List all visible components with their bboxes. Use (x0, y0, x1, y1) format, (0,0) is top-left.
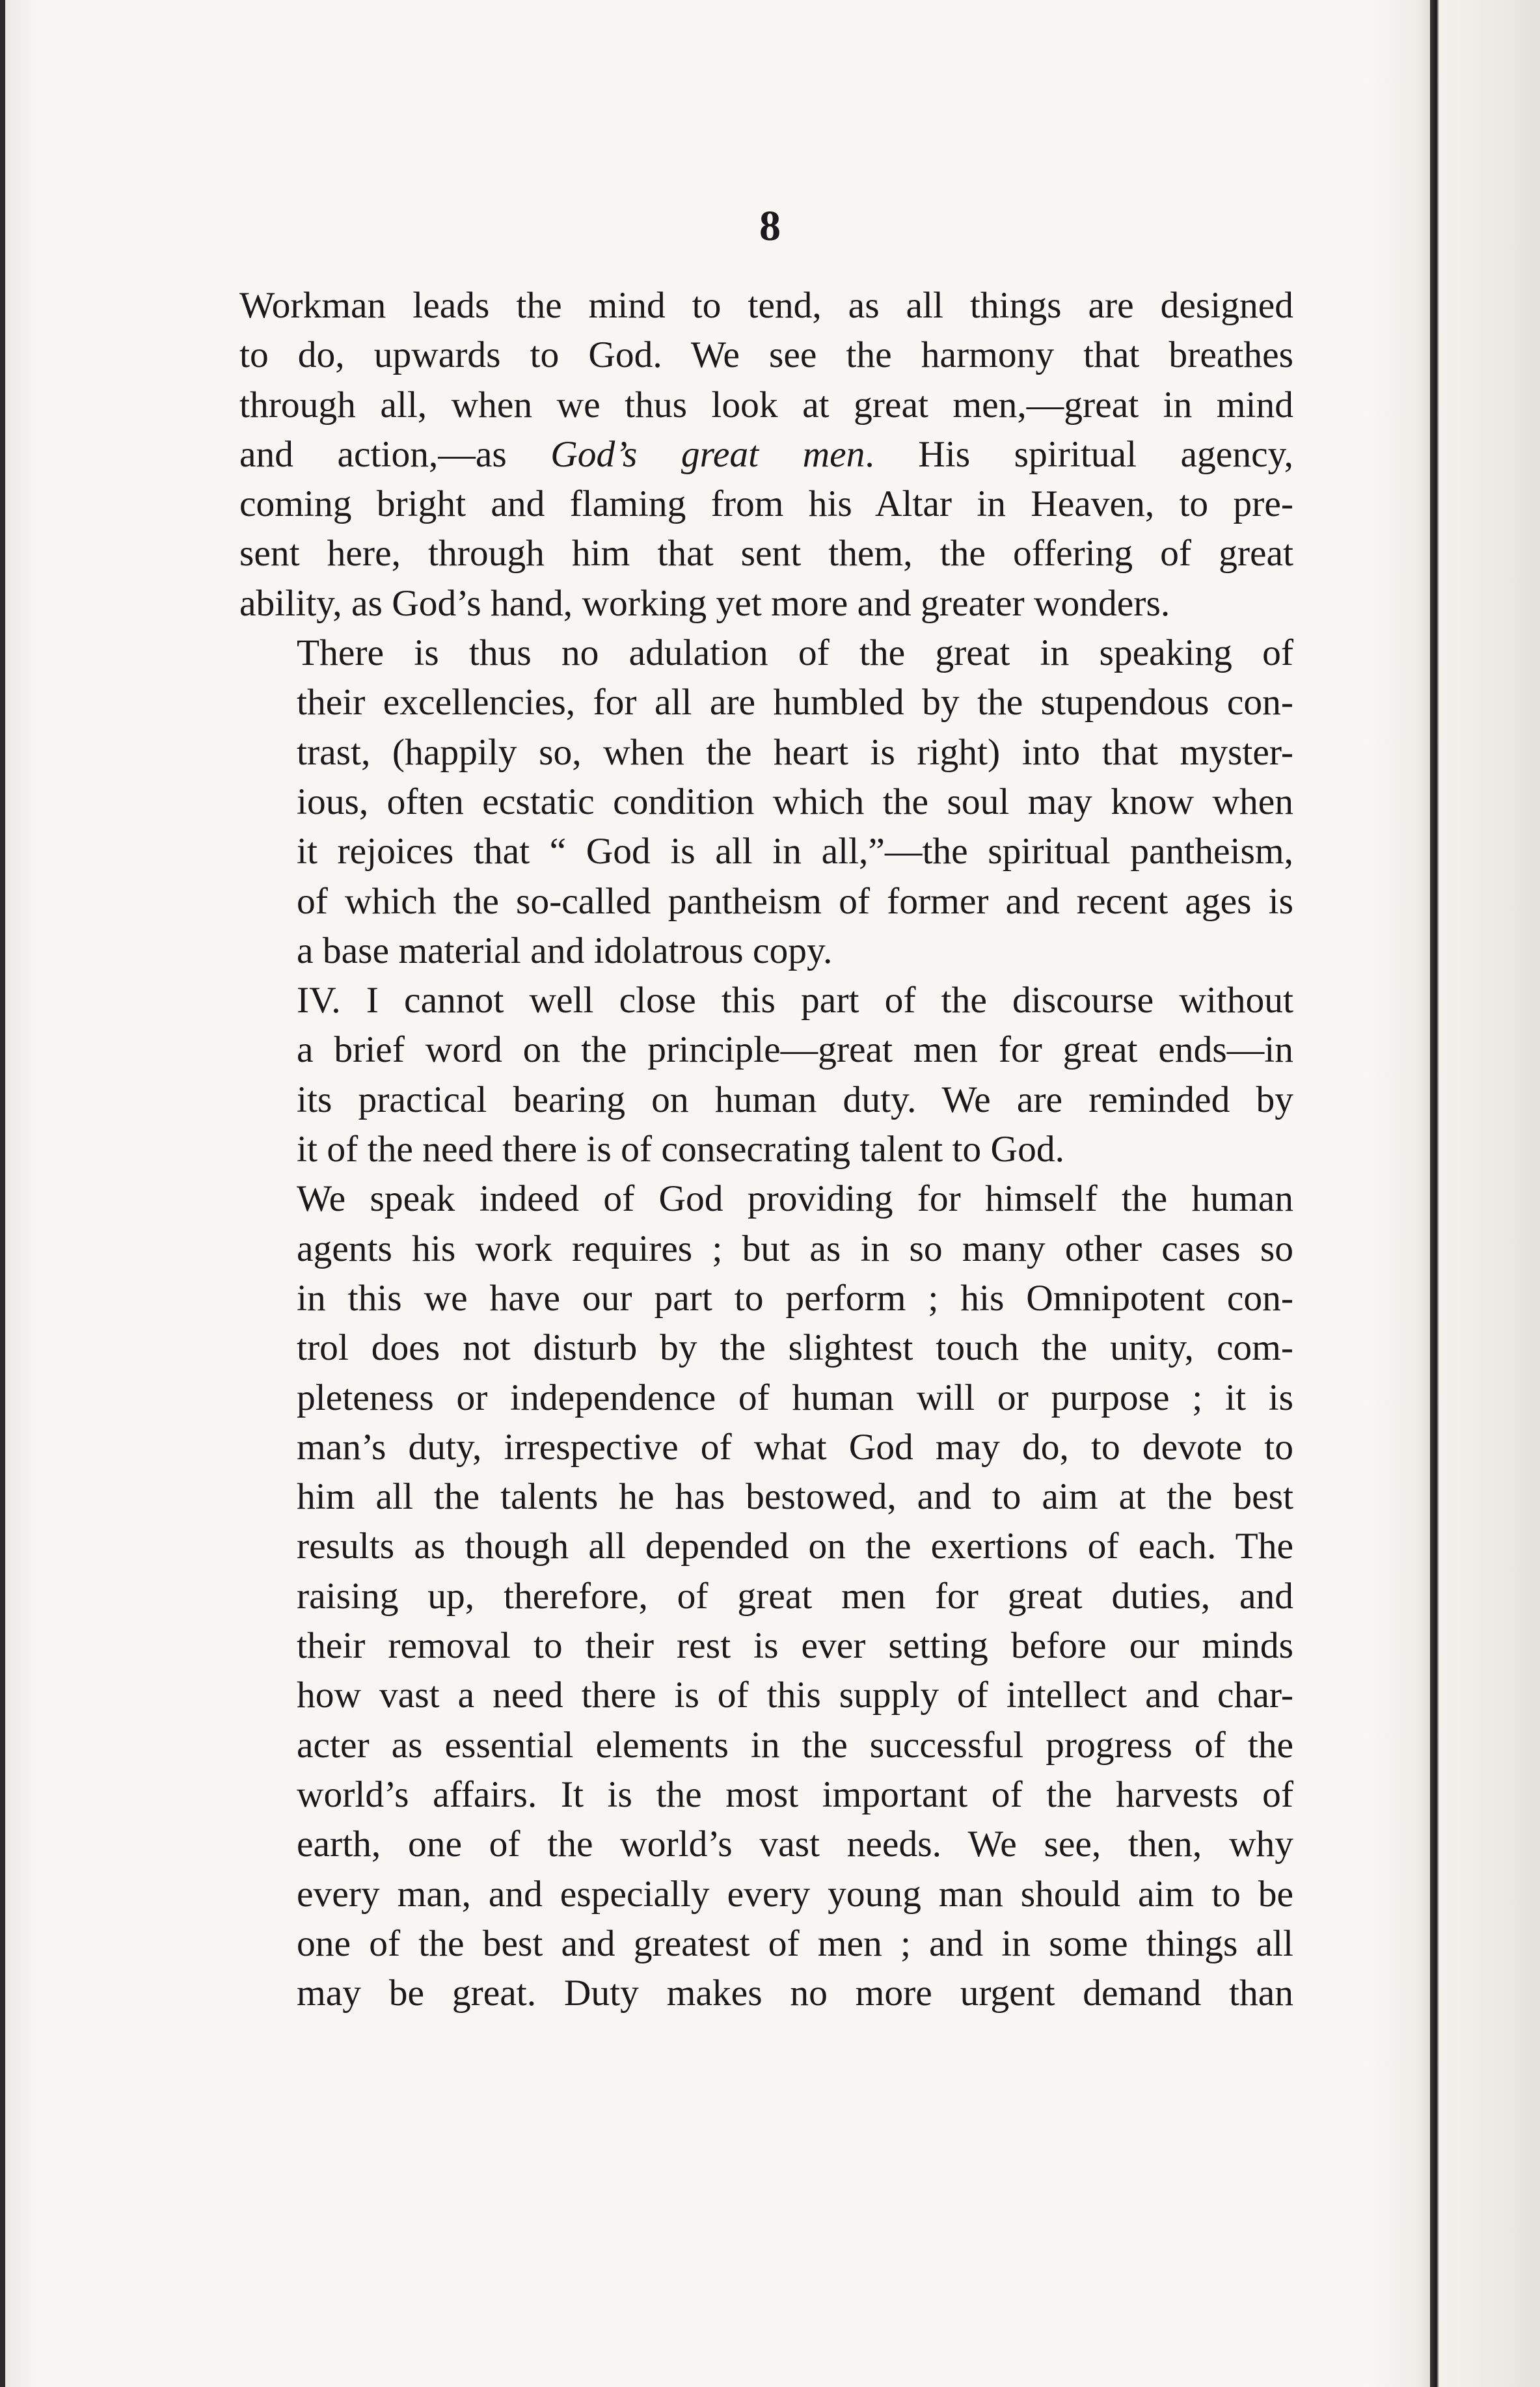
paragraph-2 (239, 628, 1293, 976)
body-text (239, 281, 1293, 2018)
text-line: of which the so-called pantheism of former and recent ages is (297, 880, 1293, 922)
text-line: earth, one of the world’s vast needs. We see, then, why (297, 1824, 1293, 1865)
text-line: We speak indeed of God providing for himself the human (297, 1178, 1293, 1220)
text-line: how vast a need there is of this supply of intellect and char- (297, 1675, 1293, 1716)
page-number: 8 (759, 202, 781, 250)
text-line: Workman leads the mind to tend, as all things are designed (239, 285, 1293, 326)
text-line: world’s affairs. It is the most important of the harvests of (297, 1773, 1293, 1815)
paragraph-3 (239, 976, 1293, 1174)
text-line: ious, often ecstatic condition which the soul may know when (297, 781, 1293, 822)
text-line: raising up, therefore, of great men for great duties, and (297, 1575, 1293, 1617)
text-line: acter as essential elements in the successful progress of the (297, 1724, 1293, 1766)
text-line: their removal to their rest is ever setting before our minds (297, 1625, 1293, 1667)
text-line: results as though all depended on the exertions of each. The (297, 1526, 1293, 1567)
text-line: trol does not disturb by the slightest touch the unity, com- (297, 1327, 1293, 1369)
text-line: to do, upwards to God. We see the harmony that breathes (239, 334, 1293, 376)
text-line: agents his work requires ; but as in so many other cases so (297, 1228, 1293, 1269)
text-line: may be great. Duty makes no more urgent demand than (297, 1973, 1293, 2014)
text-line: it rejoices that “ God is all in all,”—the spiritual pantheism, (297, 831, 1293, 872)
text-line: ability, as God’s hand, working yet more and greater wonders. (239, 582, 1170, 624)
text-line: their excellencies, for all are humbled by the stupendous con- (297, 682, 1293, 723)
text-line: man’s duty, irrespective of what God may do, to devote to (297, 1426, 1293, 1468)
text-line: him all the talents he has bestowed, and to aim at the best (297, 1476, 1293, 1518)
scan-right-margin (1430, 0, 1540, 2387)
scan-left-edge (0, 0, 5, 2387)
text-line: IV. I cannot well close this part of the discourse without (297, 980, 1293, 1021)
paragraph-4 (239, 1174, 1293, 2018)
text-line: trast, (happily so, when the heart is right) into that myster- (297, 731, 1293, 773)
text-line: a base material and idolatrous copy. (297, 930, 833, 971)
text-line: it of the need there is of consecrating talent to God. (297, 1129, 1064, 1170)
text-line: pleteness or independence of human will or purpose ; it is (297, 1377, 1293, 1418)
text-line: There is thus no adulation of the great in speaking of (297, 632, 1293, 674)
text-line: one of the best and greatest of men ; and in some things all (297, 1922, 1293, 1964)
text-line: coming bright and flaming from his Altar in Heaven, to pre- (239, 483, 1293, 525)
paragraph-1 (239, 281, 1293, 628)
text-line: sent here, through him that sent them, the offering of great (239, 533, 1293, 574)
text-line: a brief word on the principle—great men for great ends—in (297, 1029, 1293, 1071)
text-line: in this we have our part to perform ; his Omnipotent con- (297, 1277, 1293, 1319)
text-line: its practical bearing on human duty. We are reminded by (297, 1079, 1293, 1120)
text-line: every man, and especially every young man should aim to be (297, 1873, 1293, 1915)
text-line: through all, when we thus look at great men,—great in mind (239, 384, 1293, 425)
text-line: and action,—as God’s great men. His spiritual agency, (239, 433, 1293, 475)
